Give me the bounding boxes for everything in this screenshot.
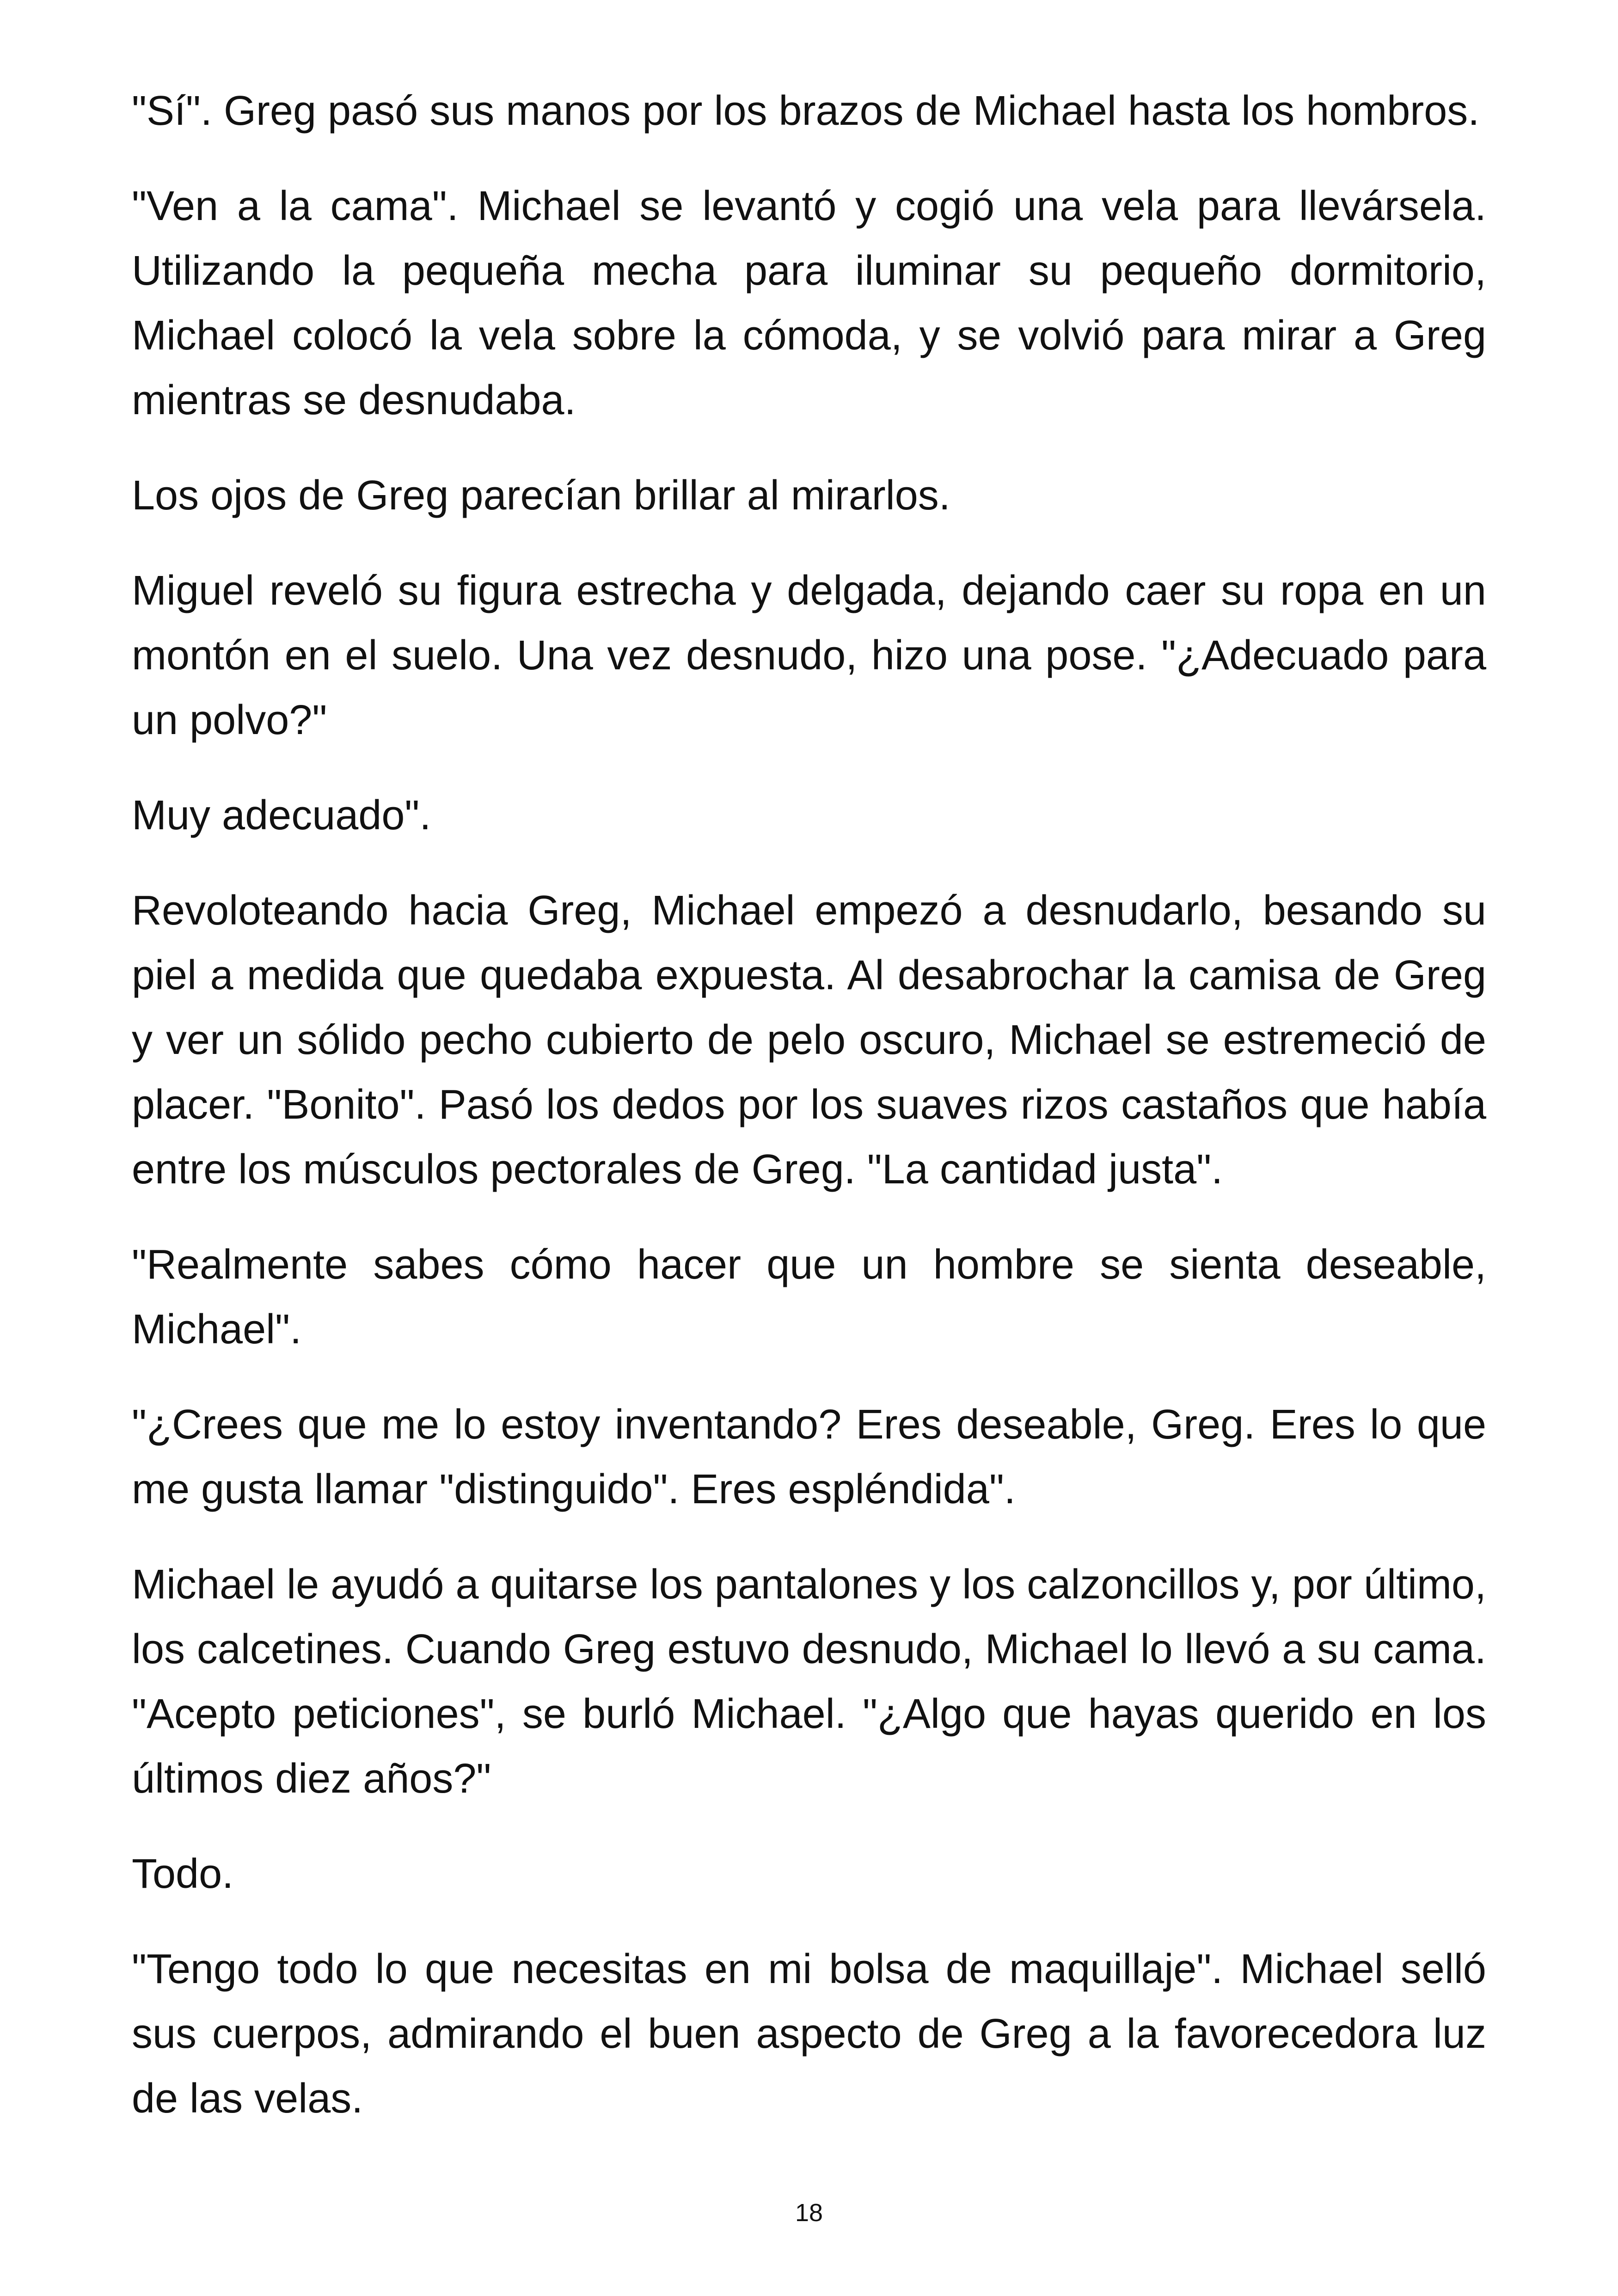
paragraph: Muy adecuado". bbox=[132, 792, 431, 839]
paragraph: Los ojos de Greg parecían brillar al mirarlos. bbox=[132, 472, 950, 519]
paragraph: Miguel reveló su figura estrecha y delgada, dejando caer su ropa en un montón en el suelo. Una vez desnudo, hizo una pose. "¿Adecuado para un polvo?" bbox=[132, 568, 1486, 743]
body-text bbox=[132, 79, 1486, 2161]
paragraph: "Realmente sabes cómo hacer que un hombre se sienta deseable, Michael". bbox=[132, 1242, 1486, 1353]
paragraph: Michael le ayudó a quitarse los pantalones y los calzoncillos y, por último, los calcetines. Cuando Greg estuvo desnudo, Michael lo llevó a su cama. "Acepto peticiones", se burló Michael. "¿Algo que hayas querido en los últimos diez años?" bbox=[132, 1561, 1486, 1802]
paragraph: "Sí". Greg pasó sus manos por los brazos de Michael hasta los hombros. bbox=[132, 88, 1480, 134]
page-number: 18 bbox=[795, 2199, 823, 2227]
paragraph: Revoloteando hacia Greg, Michael empezó a desnudarlo, besando su piel a medida que quedaba expuesta. Al desabrochar la camisa de Greg y ver un sólido pecho cubierto de pelo oscuro, Michael se estremeció de placer. "Bonito". Pasó los dedos por los suaves rizos castaños que había entre los músculos pectorales de Greg. "La cantidad justa". bbox=[132, 888, 1486, 1193]
paragraph: Todo. bbox=[132, 1851, 234, 1897]
paragraph: "¿Crees que me lo estoy inventando? Eres deseable, Greg. Eres lo que me gusta llamar "distinguido". Eres espléndida". bbox=[132, 1402, 1486, 1512]
paragraph: "Tengo todo lo que necesitas en mi bolsa de maquillaje". Michael selló sus cuerpos, admirando el buen aspecto de Greg a la favorecedora luz de las velas. bbox=[132, 1946, 1486, 2122]
paragraph: "Ven a la cama". Michael se levantó y cogió una vela para llevársela. Utilizando la pequeña mecha para iluminar su pequeño dormitorio, Michael colocó la vela sobre la cómoda, y se volvió para mirar a Greg mientras se desnudaba. bbox=[132, 183, 1486, 423]
